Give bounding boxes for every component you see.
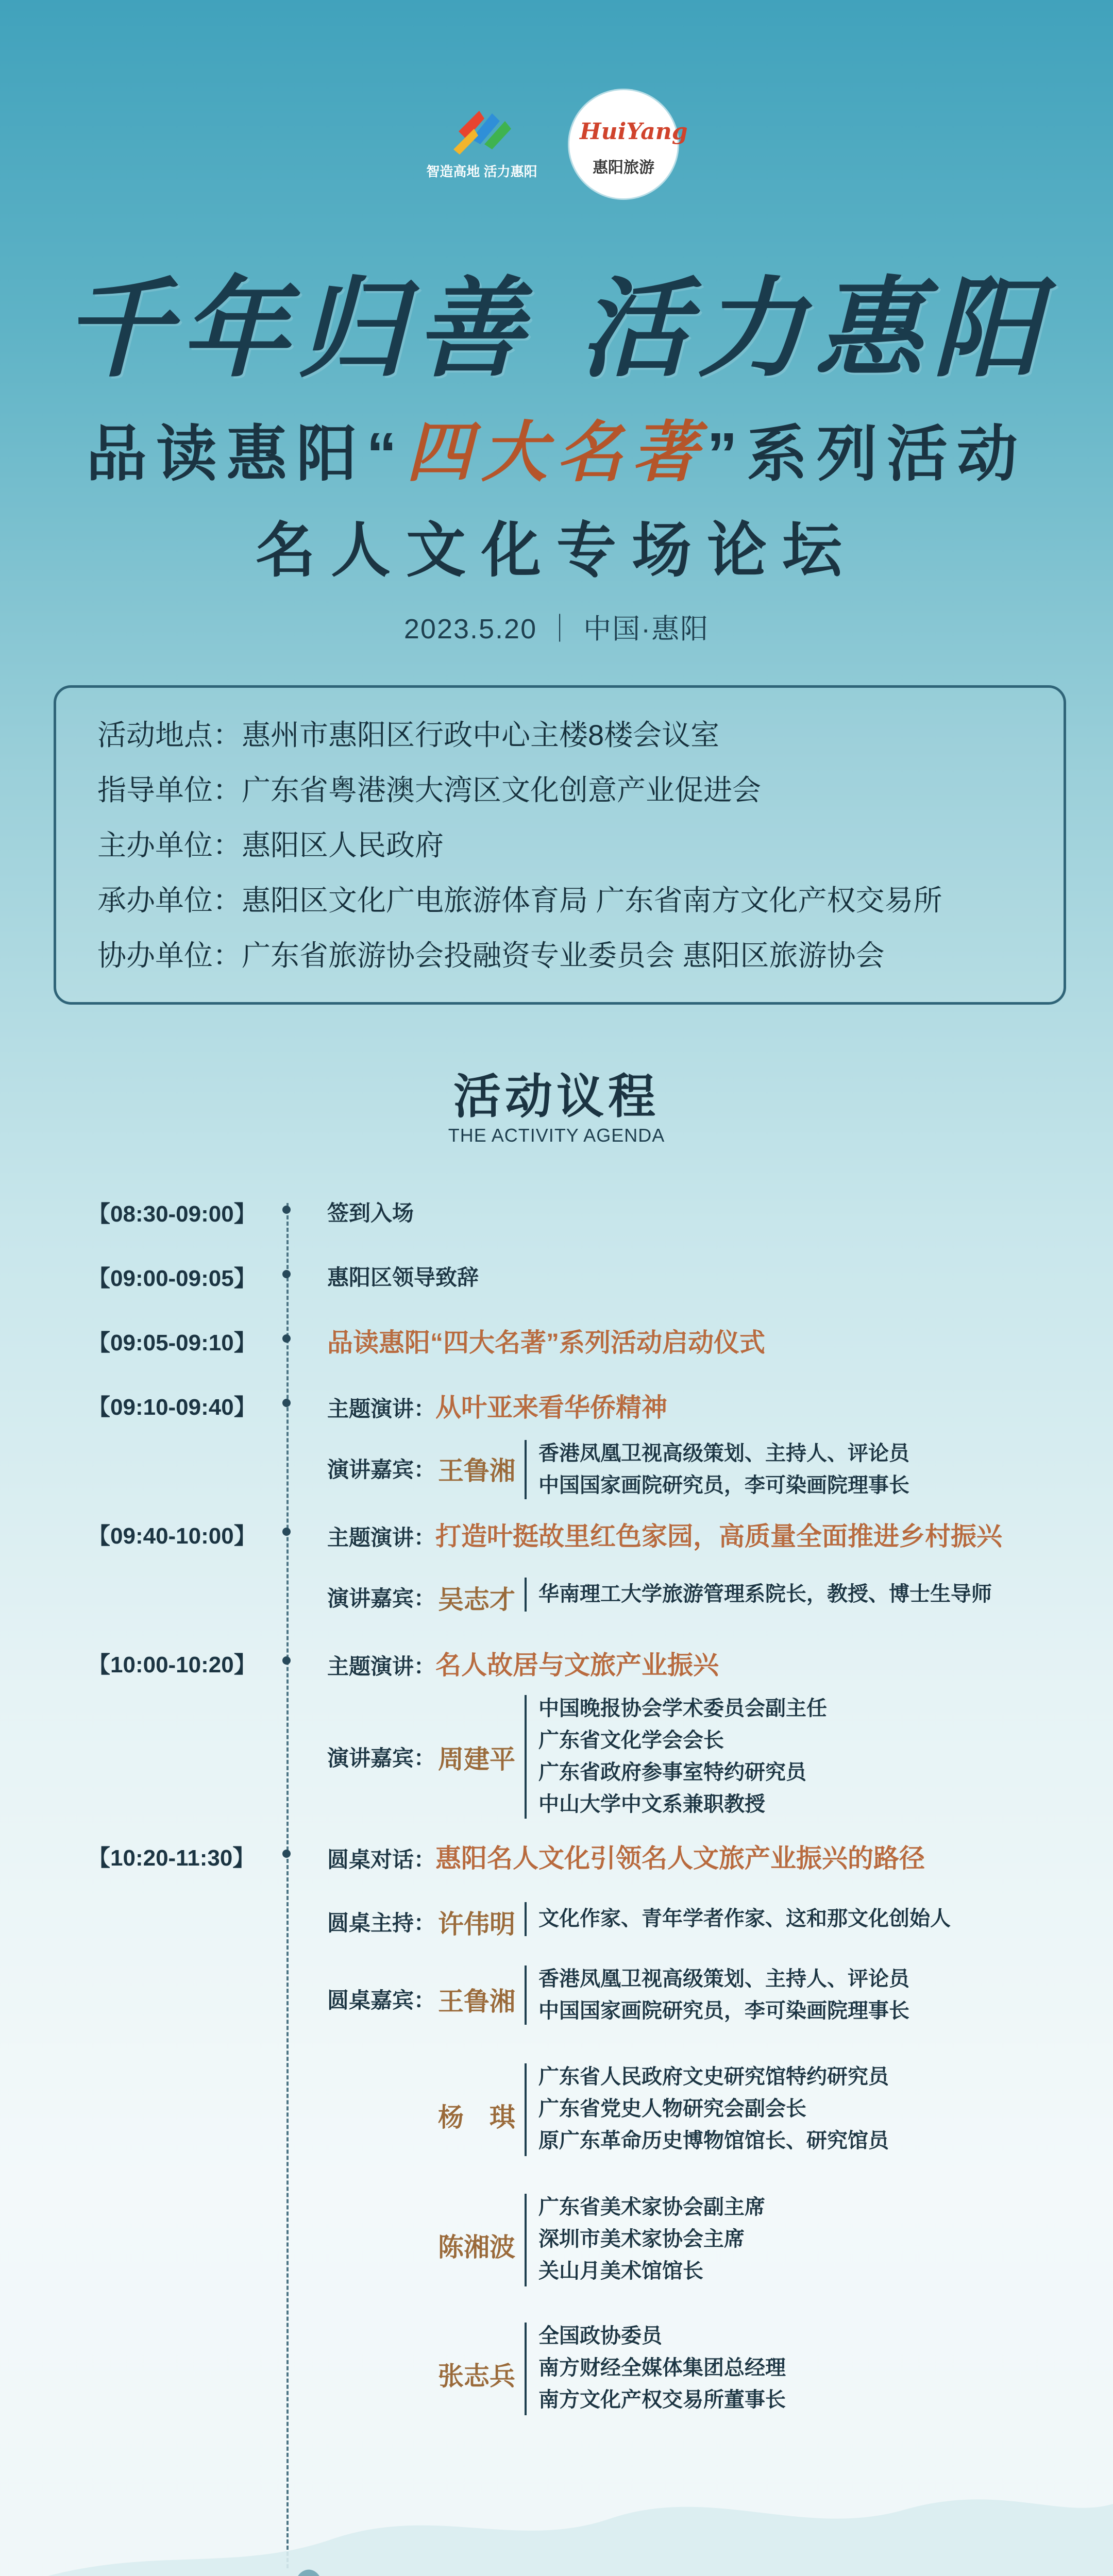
info-label: 主办单位： xyxy=(97,829,242,861)
keynote-label: 主题演讲： xyxy=(327,1397,436,1421)
guest-desc-line: 香港凤凰卫视高级策划、主持人、评论员 xyxy=(538,1968,909,1990)
agenda-time: 【09:40-10:00】 xyxy=(88,1523,257,1549)
calligraphy-title: 千年归善 活力惠阳 xyxy=(63,265,1050,392)
guest-desc-line: 广东省人民政府文史研究馆特约研究员 xyxy=(538,2065,889,2088)
agenda-title: 活动议程 xyxy=(453,1071,660,1123)
guest-desc-line: 全国政协委员 xyxy=(538,2325,662,2347)
timeline-dot xyxy=(282,1399,291,1407)
speaker-label: 演讲嘉宾： xyxy=(327,1746,436,1770)
agenda-time: 【09:05-09:10】 xyxy=(88,1330,257,1355)
timeline-line xyxy=(286,1203,289,2568)
speaker-divider xyxy=(525,1578,527,1612)
speaker-desc-line: 华南理工大学旅游管理系院长，教授、博士生导师 xyxy=(538,1583,992,1605)
agenda-sign-in: 签到入场 xyxy=(327,1201,414,1225)
speaker-divider xyxy=(525,1695,527,1819)
roundtable-topic xyxy=(327,1838,925,1875)
right-logo-caption: 惠阳旅游 xyxy=(593,159,654,176)
agenda-time: 【08:30-09:00】 xyxy=(88,1201,257,1227)
speaker-desc-line: 广东省政府参事室特约研究员 xyxy=(538,1761,806,1784)
scenery-illustration xyxy=(0,2421,1113,2576)
info-value: 广东省旅游协会投融资专业委员会 惠阳区旅游协会 xyxy=(242,939,885,972)
host-label: 圆桌主持： xyxy=(327,1911,436,1935)
guest-desc-line: 原广东革命历史博物馆馆长、研究馆员 xyxy=(538,2129,889,2152)
keynote-topic: 名人故居与文旅产业振兴 xyxy=(435,1651,719,1680)
guest-name: 张志兵 xyxy=(438,2362,515,2391)
timeline-dot xyxy=(282,1850,291,1858)
main-title-prefix: 品读惠阳“ xyxy=(86,420,406,488)
agenda-time: 【09:00-09:05】 xyxy=(88,1266,257,1291)
huiyang-government-logo xyxy=(423,100,541,188)
speaker-desc-line: 香港凤凰卫视高级策划、主持人、评论员 xyxy=(538,1442,909,1465)
guest-desc xyxy=(538,2191,765,2287)
info-row-guidance xyxy=(97,768,761,809)
speaker-desc-line: 中山大学中文系兼职教授 xyxy=(538,1793,765,1816)
guest-desc-line: 广东省党史人物研究会副会长 xyxy=(538,2097,806,2120)
main-title-suffix: ”系列活动 xyxy=(707,420,1027,488)
guest-desc xyxy=(538,1963,909,2027)
host-divider xyxy=(525,1902,527,1936)
info-value: 惠阳区文化广电旅游体育局 广东省南方文化产权交易所 xyxy=(242,884,942,917)
speaker-divider xyxy=(525,1440,527,1499)
guest-divider xyxy=(525,2194,527,2286)
info-row-organizer xyxy=(97,878,942,919)
info-row-venue xyxy=(97,713,719,754)
guest-desc xyxy=(538,2061,889,2157)
info-value: 惠州市惠阳区行政中心主楼8楼会议室 xyxy=(242,719,720,751)
agenda-time: 【10:20-11:30】 xyxy=(88,1845,256,1871)
guest-divider xyxy=(525,2063,527,2156)
keynote-3 xyxy=(327,1645,719,1682)
timeline-dot xyxy=(282,1334,291,1343)
event-info-box xyxy=(54,685,1066,1005)
speaker-name: 周建平 xyxy=(438,1745,515,1774)
speaker-name: 王鲁湘 xyxy=(438,1456,515,1485)
speaker-label: 演讲嘉宾： xyxy=(327,1586,436,1611)
guest-name: 陈湘波 xyxy=(438,2233,515,2262)
timeline-dot xyxy=(282,1206,291,1214)
roundtable-topic-text: 惠阳名人文化引领名人文旅产业振兴的路径 xyxy=(435,1844,925,1873)
guest-desc-line: 南方财经全媒体集团总经理 xyxy=(538,2357,786,2379)
agenda-launch-ceremony: 品读惠阳“四大名著”系列活动启动仪式 xyxy=(327,1328,765,1357)
guest-divider xyxy=(525,1965,527,2025)
left-logo-caption: 智造高地 活力惠阳 xyxy=(426,164,537,179)
speaker-desc-line: 中国国家画院研究员，李可染画院理事长 xyxy=(538,1474,909,1497)
agenda-subtitle: THE ACTIVITY AGENDA xyxy=(448,1125,665,1146)
guest-desc-line: 广东省美术家协会副主席 xyxy=(538,2196,765,2218)
guest-desc-line: 深圳市美术家协会主席 xyxy=(538,2228,745,2250)
keynote-2 xyxy=(327,1516,1002,1553)
speaker-label: 演讲嘉宾： xyxy=(327,1458,436,1482)
speaker-name: 吴志才 xyxy=(438,1585,515,1614)
speaker-desc xyxy=(538,1437,909,1501)
roundtable-label: 圆桌对话： xyxy=(327,1848,436,1872)
info-row-co-organizer xyxy=(97,933,885,974)
right-logo-script: HuiYang xyxy=(580,118,688,145)
speaker-desc-line: 中国晚报协会学术委员会副主任 xyxy=(538,1697,827,1720)
main-title-highlight: 四大名著 xyxy=(406,414,707,491)
keynote-label: 主题演讲： xyxy=(327,1654,436,1679)
guest-name: 王鲁湘 xyxy=(438,1987,515,2016)
date-location: 2023.5.20 ｜ 中国·惠阳 xyxy=(403,614,710,645)
info-label: 协办单位： xyxy=(97,939,242,972)
info-label: 承办单位： xyxy=(97,884,242,917)
keynote-topic: 从叶亚来看华侨精神 xyxy=(435,1393,668,1422)
guest-divider xyxy=(525,2323,527,2415)
agenda-time: 【09:10-09:40】 xyxy=(88,1395,257,1420)
timeline-dot xyxy=(282,1656,291,1665)
info-label: 活动地点： xyxy=(97,719,242,751)
guest-name: 杨 琪 xyxy=(438,2103,515,2132)
guest-desc xyxy=(538,2320,786,2416)
speaker-desc xyxy=(538,1692,827,1820)
host-desc: 文化作家、青年学者作家、这和那文化创始人 xyxy=(538,1907,951,1930)
guest-label: 圆桌嘉宾： xyxy=(327,1988,436,2012)
info-value: 广东省粤港澳大湾区文化创意产业促进会 xyxy=(242,774,761,806)
keynote-label: 主题演讲： xyxy=(327,1526,436,1550)
info-row-host xyxy=(97,823,444,864)
timeline-dot xyxy=(282,1528,291,1536)
guest-desc-line: 关山月美术馆馆长 xyxy=(538,2260,703,2282)
speaker-desc xyxy=(538,1578,992,1610)
agenda-leader-speech: 惠阳区领导致辞 xyxy=(327,1265,479,1290)
sub-title: 名人文化专场论坛 xyxy=(256,517,857,584)
guest-desc-line: 中国国家画院研究员，李可染画院理事长 xyxy=(538,1999,909,2022)
timeline-dot xyxy=(282,1270,291,1278)
agenda-time: 【10:00-10:20】 xyxy=(88,1652,257,1677)
main-title xyxy=(0,399,1113,494)
info-value: 惠阳区人民政府 xyxy=(242,829,444,861)
keynote-topic: 打造叶挺故里红色家园，高质量全面推进乡村振兴 xyxy=(435,1522,1003,1551)
host-name: 许伟明 xyxy=(438,1910,515,1939)
speaker-desc-line: 广东省文化学会会长 xyxy=(538,1729,724,1752)
keynote-1 xyxy=(327,1387,667,1424)
huiyang-tourism-logo xyxy=(569,90,688,198)
info-label: 指导单位： xyxy=(97,774,242,806)
guest-desc-line: 南方文化产权交易所董事长 xyxy=(538,2388,786,2411)
